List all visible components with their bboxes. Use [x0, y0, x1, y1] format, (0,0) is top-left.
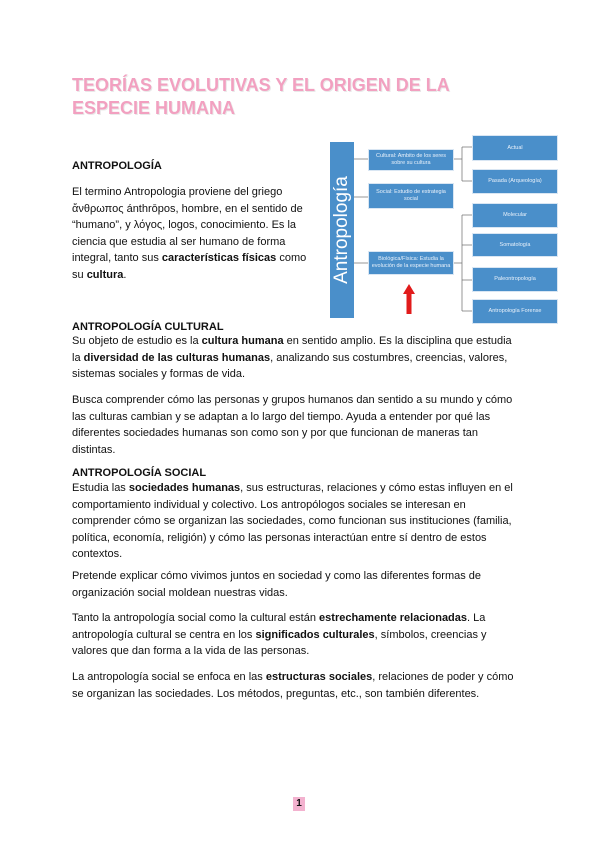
paragraph-social-4 [72, 669, 522, 702]
anthropology-diagram [330, 135, 560, 325]
text: , símbolos, creencias y valores que dan forma a la vida de las personas. [72, 628, 487, 657]
diagram-main-label: Antropología [330, 142, 354, 318]
diagram-subfield: Actual [472, 135, 558, 161]
text: . [123, 268, 127, 281]
paragraph-social-3 [72, 610, 522, 660]
bold-text: significados culturales [255, 628, 375, 641]
heading-antropologia: ANTROPOLOGÍA [72, 160, 162, 172]
diagram-subfield: Antropología Forense [472, 299, 558, 324]
page-title: TEORÍAS EVOLUTIVAS Y EL ORIGEN DE LA ESPECIE HUMANA [72, 75, 450, 118]
text: , sus estructuras, relaciones y cómo estas influyen en el comportamiento individual y colectivo. Los antropólogos sociales se interesan en comprender cómo se organizan las sociedades, como funcionan sus instituciones (familia, política, economía, religión) y cómo las personas interactúan entre sí dentro de estos contextos. [72, 482, 513, 560]
heading-cultural: ANTROPOLOGÍA CULTURAL [72, 321, 224, 333]
bold-text: cultura humana [201, 335, 284, 347]
paragraph-social-2: Pretende explicar cómo vivimos juntos en sociedad y como las diferentes formas de organización social moldean nuestras vidas. [72, 570, 482, 599]
diagram-subfield: Somatología [472, 233, 558, 257]
paragraph-cultural-2: Busca comprender cómo las personas y grupos humanos dan sentido a su mundo y cómo las culturas cambian y se adaptan a lo largo del tiempo. Ayuda a entender por qué las diferentes sociedades humanas son como son y por que funcionan de maneras tan distintas. [72, 394, 513, 456]
text: , analizando sus costumbres, creencias, valores, sistemas sociales y formas de vida. [72, 351, 508, 380]
bold-text: diversidad de las culturas humanas [83, 351, 271, 364]
bold-text: sociedades humanas [128, 482, 241, 494]
text: El termino Antropologia proviene del griego ἄνθρωπος ánthrōpos, hombre, en el sentido de “humano”, y λόγος, logos, conocimiento. Es la ciencia que estudia al ser humano de forma integral, tanto sus [72, 186, 303, 264]
diagram-branch-social: Social: Estudio de estrategia social [368, 183, 454, 209]
text: en sentido amplio. Es la disciplina que estudia la [72, 335, 512, 364]
diagram-subfield: Paleontropología [472, 267, 558, 292]
text: . La antropología cultural se centra en los [72, 612, 486, 641]
diagram-branch-cultural: Cultural: Ambito de los seres sobre su cultura [368, 149, 454, 171]
diagram-branch-biologica: Biológica/Física: Estudia la evolución de la especie humana [368, 251, 454, 275]
paragraph-cultural-1 [72, 333, 522, 383]
diagram-subfield: Molecular [472, 203, 558, 228]
diagram-subfield: Pasada (Arqueología) [472, 169, 558, 194]
bold-text: estructuras sociales [265, 671, 373, 683]
bold-text: cultura [86, 268, 124, 281]
text: La antropología social se enfoca en las [72, 671, 266, 683]
paragraph-social-1 [72, 480, 522, 563]
heading-social: ANTROPOLOGÍA SOCIAL [72, 467, 207, 479]
text: Su objeto de estudio es la [72, 335, 202, 347]
text: como su [72, 252, 307, 281]
page-number: 1 [293, 797, 305, 811]
text: Tanto la antropología social como la cultural están [72, 612, 320, 624]
paragraph-antropologia [72, 184, 315, 283]
bold-text: características físicas [161, 252, 277, 264]
text: Estudia las [72, 482, 129, 494]
red-arrow-icon [403, 284, 415, 314]
text: , relaciones de poder y cómo se organizan las sociedades. Los métodos, preguntas, etc., son también diferentes. [72, 671, 514, 700]
bold-text: estrechamente relacionadas [319, 612, 468, 624]
